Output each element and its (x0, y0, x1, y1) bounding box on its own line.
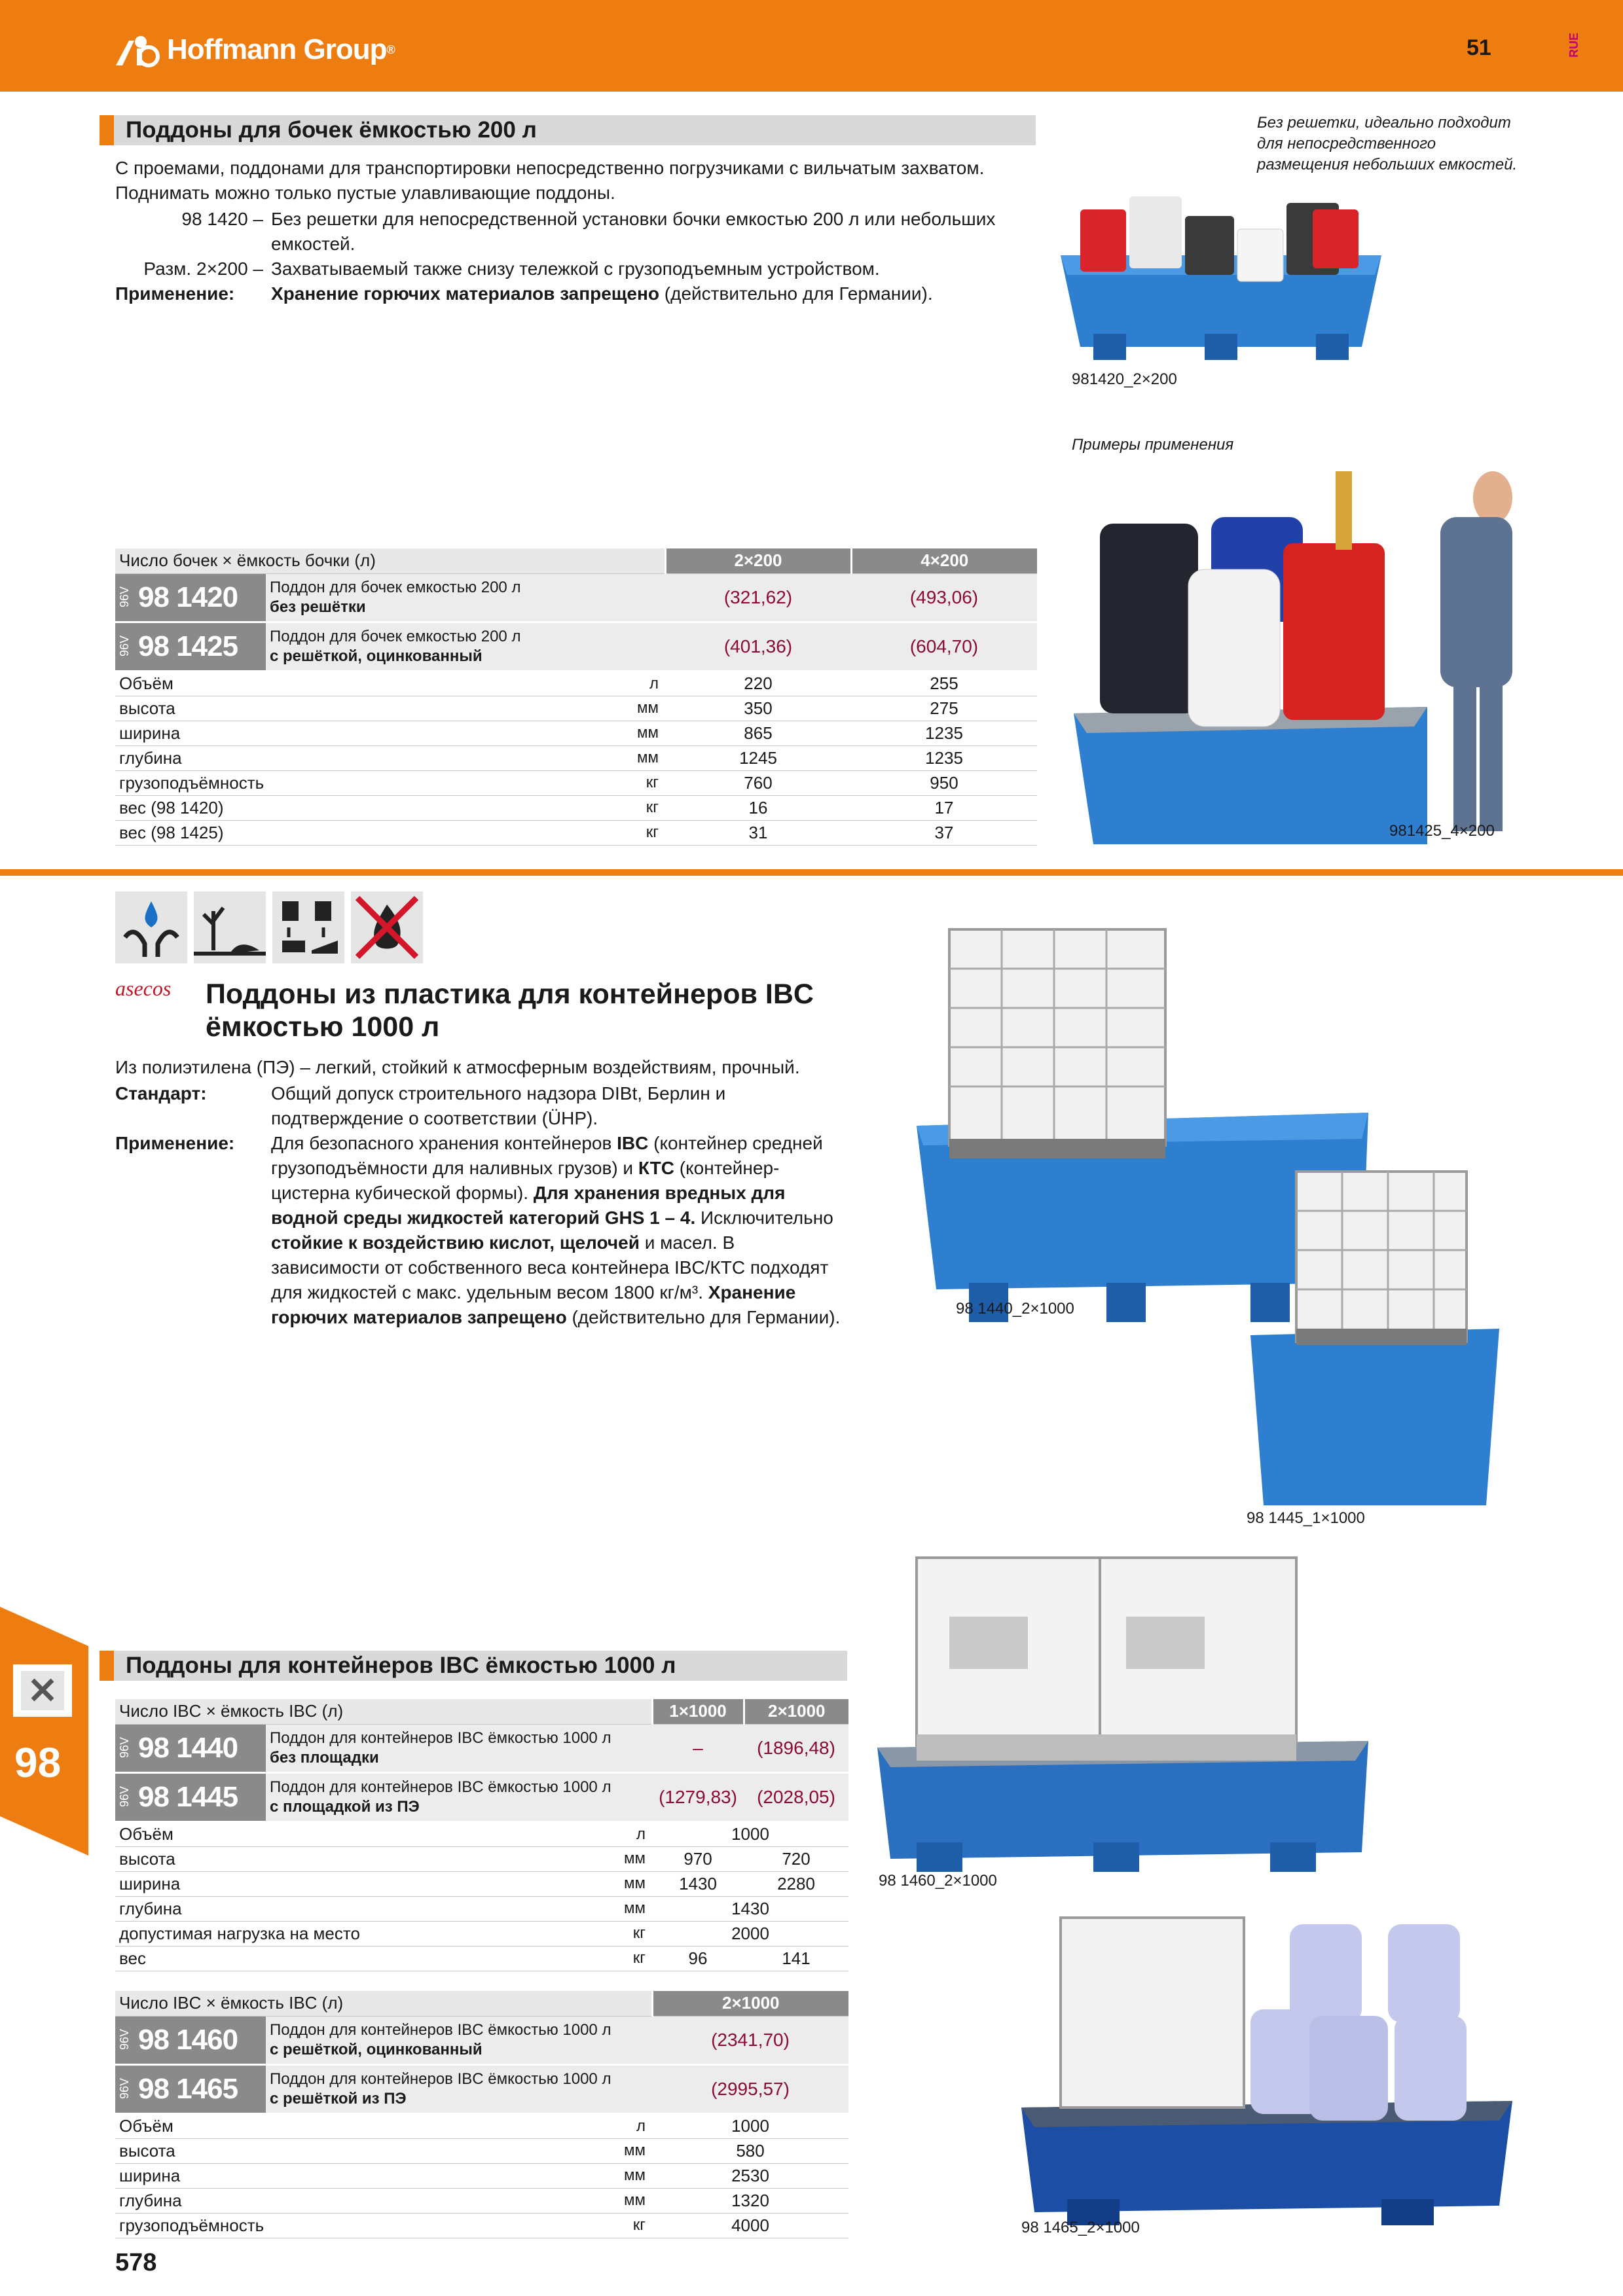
usage-bold: IBC (617, 1133, 649, 1153)
language-code: RUE (1567, 33, 1580, 58)
sec1-intro (115, 156, 984, 206)
spec-value: 950 (851, 770, 1037, 795)
ibc-pallet-981460-image (877, 1545, 1375, 1872)
spec-value: 2530 (652, 2163, 848, 2188)
article-number[interactable]: 98 1440 (138, 1731, 238, 1764)
spec-value: 1430 (652, 1896, 848, 1921)
article-variant: с решёткой, оцинкованный (270, 2040, 483, 2058)
section-title-text: Поддоны для бочек ёмкостью 200 л (126, 117, 537, 143)
usage-bold: КТС (638, 1158, 674, 1178)
article-vv: 96V (118, 1737, 131, 1759)
article-vv: 96V (118, 1786, 131, 1808)
article-row[interactable] (115, 1724, 848, 1772)
def-key: Применение: (115, 1133, 235, 1153)
spec-unit: мм (266, 2188, 652, 2213)
spec-row (115, 2138, 848, 2163)
no-flammables-icon (351, 891, 423, 963)
spec-value: 17 (851, 795, 1037, 820)
article-price: – (652, 1724, 744, 1772)
brand-name: Hoffmann Group (167, 33, 387, 65)
table-head-label: Число IBC × ёмкость IBC (л) (115, 1991, 652, 2016)
catalog-page-number: 51 (1467, 35, 1491, 60)
spec-value: 970 (652, 1846, 744, 1871)
article-number[interactable]: 98 1465 (138, 2072, 238, 2105)
title-line: ёмкостью 1000 л (206, 1011, 440, 1043)
chapter-number: 98 (14, 1739, 62, 1786)
usage-value (271, 281, 1032, 306)
spec-label: грузоподъёмность (115, 770, 266, 795)
def-key: Разм. 2×200 – (143, 259, 263, 279)
spec-row (115, 820, 1037, 845)
spec-row (115, 795, 1037, 820)
spec-row (115, 671, 1037, 696)
spec-label: Объём (115, 2113, 266, 2138)
article-price: (1279,83) (652, 1772, 744, 1821)
spec-value: 96 (652, 1946, 744, 1971)
spec-row (115, 1871, 848, 1896)
article-variant: с решёткой из ПЭ (270, 2089, 407, 2108)
img-caption-981445: 98 1445_1×1000 (1247, 1509, 1365, 1527)
spec-unit: мм (266, 2138, 652, 2163)
sec2-title (206, 978, 814, 1043)
footer-page-number: 578 (115, 2249, 157, 2276)
spec-row (115, 1921, 848, 1946)
usage-bold: Хранение горючих материалов запрещено (271, 1282, 796, 1327)
chapter-tab[interactable] (0, 1607, 88, 1856)
spec-value: 255 (851, 671, 1037, 696)
table-head-label: Число IBC × ёмкость IBC (л) (115, 1699, 652, 1724)
table-head-label: Число бочек × ёмкость бочки (л) (115, 548, 665, 573)
article-row[interactable] (115, 2016, 848, 2064)
img-caption-981440: 98 1440_2×1000 (956, 1300, 1074, 1318)
spec-value: 350 (665, 696, 851, 721)
spec-value: 220 (665, 671, 851, 696)
spec-value: 16 (665, 795, 851, 820)
title-line: Поддоны из пластика для контейнеров IBC (206, 978, 814, 1010)
spec-label: ширина (115, 1871, 266, 1896)
spec-unit: кг (266, 1921, 652, 1946)
table-col-head: 4×200 (851, 548, 1037, 573)
spec-value: 2280 (744, 1871, 848, 1896)
spec-label: допустимая нагрузка на место (115, 1921, 266, 1946)
article-price: (1896,48) (744, 1724, 848, 1772)
img-note-examples: Примеры применения (1072, 436, 1234, 454)
spec-label: Объём (115, 1821, 266, 1846)
spec-label: высота (115, 2138, 266, 2163)
spec-table-ibc-2 (115, 1991, 848, 2238)
spec-value: 760 (665, 770, 851, 795)
spec-row (115, 2213, 848, 2238)
spec-label: вес (98 1420) (115, 795, 266, 820)
spec-row (115, 1821, 848, 1846)
spec-value: 31 (665, 820, 851, 845)
table-col-head: 1×1000 (652, 1699, 744, 1724)
spec-value: 1000 (652, 2113, 848, 2138)
table-header-row (115, 548, 1037, 573)
spec-label: вес (115, 1946, 266, 1971)
article-vv: 96V (118, 636, 131, 657)
spec-value: 720 (744, 1846, 848, 1871)
spec-unit: кг (266, 795, 665, 820)
spec-value: 1000 (652, 1821, 848, 1846)
intro-line: С проемами, поддонами для транспортировки непосредственно погрузчиками с вильчатым захватом. (115, 158, 985, 178)
spec-unit: мм (266, 721, 665, 745)
environment-hazard-icon (194, 891, 266, 963)
spec-label: вес (98 1425) (115, 820, 266, 845)
spec-label: высота (115, 696, 266, 721)
spec-value: 37 (851, 820, 1037, 845)
spec-unit: мм (266, 2163, 652, 2188)
table-col-head: 2×1000 (744, 1699, 848, 1724)
article-price: (2341,70) (652, 2016, 848, 2064)
spec-value: 865 (665, 721, 851, 745)
usage-bold: Для хранения вредных для водной среды жидкостей категорий GHS 1 – 4. (271, 1183, 786, 1228)
article-price: (2995,57) (652, 2064, 848, 2113)
spec-row (115, 2188, 848, 2213)
usage-text: Исключительно (695, 1208, 833, 1228)
spec-label: высота (115, 1846, 266, 1871)
ibc-pallet-981465-image (1015, 1911, 1512, 2225)
usage-text: Для безопасного хранения контейнеров (271, 1133, 617, 1153)
brand-mark: ® (386, 43, 395, 56)
spec-label: глубина (115, 745, 266, 770)
spec-label: глубина (115, 1896, 266, 1921)
spec-row (115, 696, 1037, 721)
def-value: Общий допуск строительного надзора DIBt, Берлин и подтверждение о соответствии (ÜHP). (271, 1083, 726, 1128)
usage-key: Применение: (115, 283, 235, 304)
def-value (271, 1131, 847, 1330)
spec-row (115, 2113, 848, 2138)
spec-row (115, 1896, 848, 1921)
usage-bold: стойкие к воздействию кислот, щелочей (271, 1232, 640, 1253)
spec-label: Объём (115, 671, 266, 696)
section-title-ibc-pallets (100, 1651, 847, 1681)
spec-unit: кг (266, 770, 665, 795)
spec-value: 141 (744, 1946, 848, 1971)
table-col-head: 2×200 (665, 548, 851, 573)
spec-row (115, 1946, 848, 1971)
spec-value: 275 (851, 696, 1037, 721)
spec-unit: мм (266, 1846, 652, 1871)
spec-table-ibc-1 (115, 1699, 848, 1971)
article-number[interactable]: 98 1420 (138, 581, 238, 613)
spec-value: 1245 (665, 745, 851, 770)
spec-unit: л (266, 671, 665, 696)
def-key: Стандарт: (115, 1083, 207, 1103)
drum-pallet-981425-image (1074, 399, 1519, 851)
usage-text: (действительно для Германии). (566, 1307, 841, 1327)
sec2-intro: Из полиэтилена (ПЭ) – легкий, стойкий к атмосферным воздействиям, прочный. (115, 1057, 800, 1077)
table-col-head: 2×1000 (652, 1991, 848, 2016)
drum-pallet-981420-image (1054, 183, 1395, 367)
article-number[interactable]: 98 1445 (138, 1780, 238, 1813)
article-desc: Поддон для бочек емкостью 200 л (270, 578, 521, 596)
usage-text: (контейнер-цистерна кубической формы). (271, 1158, 780, 1203)
spec-unit: кг (266, 1946, 652, 1971)
article-price: (2028,05) (744, 1772, 848, 1821)
spec-row (115, 1846, 848, 1871)
img-caption-981465: 98 1465_2×1000 (1021, 2219, 1140, 2236)
article-price: (604,70) (851, 622, 1037, 671)
spec-value: 580 (652, 2138, 848, 2163)
article-desc: Поддон для контейнеров IBC ёмкостью 1000 л (270, 1778, 611, 1796)
table-header-row (115, 1991, 848, 2016)
spec-unit: мм (266, 745, 665, 770)
spec-unit: мм (266, 1871, 652, 1896)
article-desc: Поддон для бочек емкостью 200 л (270, 627, 521, 645)
sec2-definitions (115, 1081, 848, 1330)
article-number[interactable]: 98 1425 (138, 630, 238, 662)
article-variant: без площадки (270, 1748, 379, 1767)
spec-label: глубина (115, 2188, 266, 2213)
section-title-drum-pallets (100, 115, 1036, 145)
corrosive-icon (272, 891, 344, 963)
article-vv: 96V (118, 2029, 131, 2051)
section-divider (0, 869, 1623, 876)
article-row[interactable] (115, 573, 1037, 622)
article-row[interactable] (115, 2064, 848, 2113)
spec-value: 1430 (652, 1871, 744, 1896)
def-value: Без решетки для непосредственной установки бочки емкостью 200 л или небольших емкостей. (271, 209, 996, 254)
spec-unit: кг (266, 2213, 652, 2238)
spec-label: грузоподъёмность (115, 2213, 266, 2238)
img-caption-981420: 981420_2×200 (1072, 370, 1177, 388)
article-variant: с решёткой, оцинкованный (270, 647, 483, 665)
img-note-981420: Без решетки, идеально подходит для непосредственного размещения небольших емкостей. (1257, 114, 1518, 173)
spec-value: 1320 (652, 2188, 848, 2213)
usage-rest: (действительно для Германии). (659, 283, 933, 304)
spec-unit: мм (266, 696, 665, 721)
spec-unit: л (266, 1821, 652, 1846)
article-vv: 96V (118, 586, 131, 608)
spec-row (115, 770, 1037, 795)
article-vv: 96V (118, 2078, 131, 2100)
article-desc: Поддон для контейнеров IBC ёмкостью 1000 л (270, 1729, 611, 1747)
hoffmann-logo-icon (115, 33, 160, 67)
article-variant: без решётки (270, 598, 366, 616)
article-price: (493,06) (851, 573, 1037, 622)
spec-row (115, 745, 1037, 770)
usage-bold: Хранение горючих материалов запрещено (271, 283, 660, 304)
usage-text: и масел. В зависимости от собственного веса контейнера IBC/КТС подходят для жидкостей с макс. удельным весом 1800 кг/м³. (271, 1232, 829, 1302)
spec-unit: кг (266, 820, 665, 845)
spec-value: 1235 (851, 745, 1037, 770)
spec-label: ширина (115, 2163, 266, 2188)
article-number[interactable]: 98 1460 (138, 2023, 238, 2056)
spec-row (115, 721, 1037, 745)
article-row[interactable] (115, 1772, 848, 1821)
article-price: (401,36) (665, 622, 851, 671)
spec-table-drum-pallets (115, 548, 1037, 846)
spec-row (115, 2163, 848, 2188)
asecos-brand: asecos (115, 977, 172, 1000)
table-header-row (115, 1699, 848, 1724)
spec-value: 1235 (851, 721, 1037, 745)
article-row[interactable] (115, 622, 1037, 671)
article-desc: Поддон для контейнеров IBC ёмкостью 1000 л (270, 2070, 611, 2088)
spec-label: ширина (115, 721, 266, 745)
section-title-text: Поддоны для контейнеров IBC ёмкостью 1000 л (126, 1653, 676, 1678)
spec-unit: мм (266, 1896, 652, 1921)
water-protection-icon (115, 891, 187, 963)
img-caption-981425: 981425_4×200 (1389, 822, 1495, 840)
def-value: Захватываемый также снизу тележкой с грузоподъемным устройством. (271, 259, 880, 279)
article-variant: с площадкой из ПЭ (270, 1797, 420, 1816)
img-caption-981460: 98 1460_2×1000 (879, 1872, 997, 1890)
spec-unit: л (266, 2113, 652, 2138)
ibc-pallet-981440-image (910, 916, 1499, 1505)
hazard-icons (115, 891, 423, 963)
usage-text: (контейнер средней грузоподъёмности для наливных грузов) и (271, 1133, 823, 1178)
sec1-definitions (115, 207, 1032, 306)
spec-value: 2000 (652, 1921, 848, 1946)
intro-line: Поднимать можно только пустые улавливающие поддоны. (115, 183, 615, 203)
def-key: 98 1420 – (181, 209, 263, 229)
article-price: (321,62) (665, 573, 851, 622)
article-desc: Поддон для контейнеров IBC ёмкостью 1000 л (270, 2020, 611, 2039)
spec-value: 4000 (652, 2213, 848, 2238)
brand-logo[interactable] (115, 30, 395, 69)
